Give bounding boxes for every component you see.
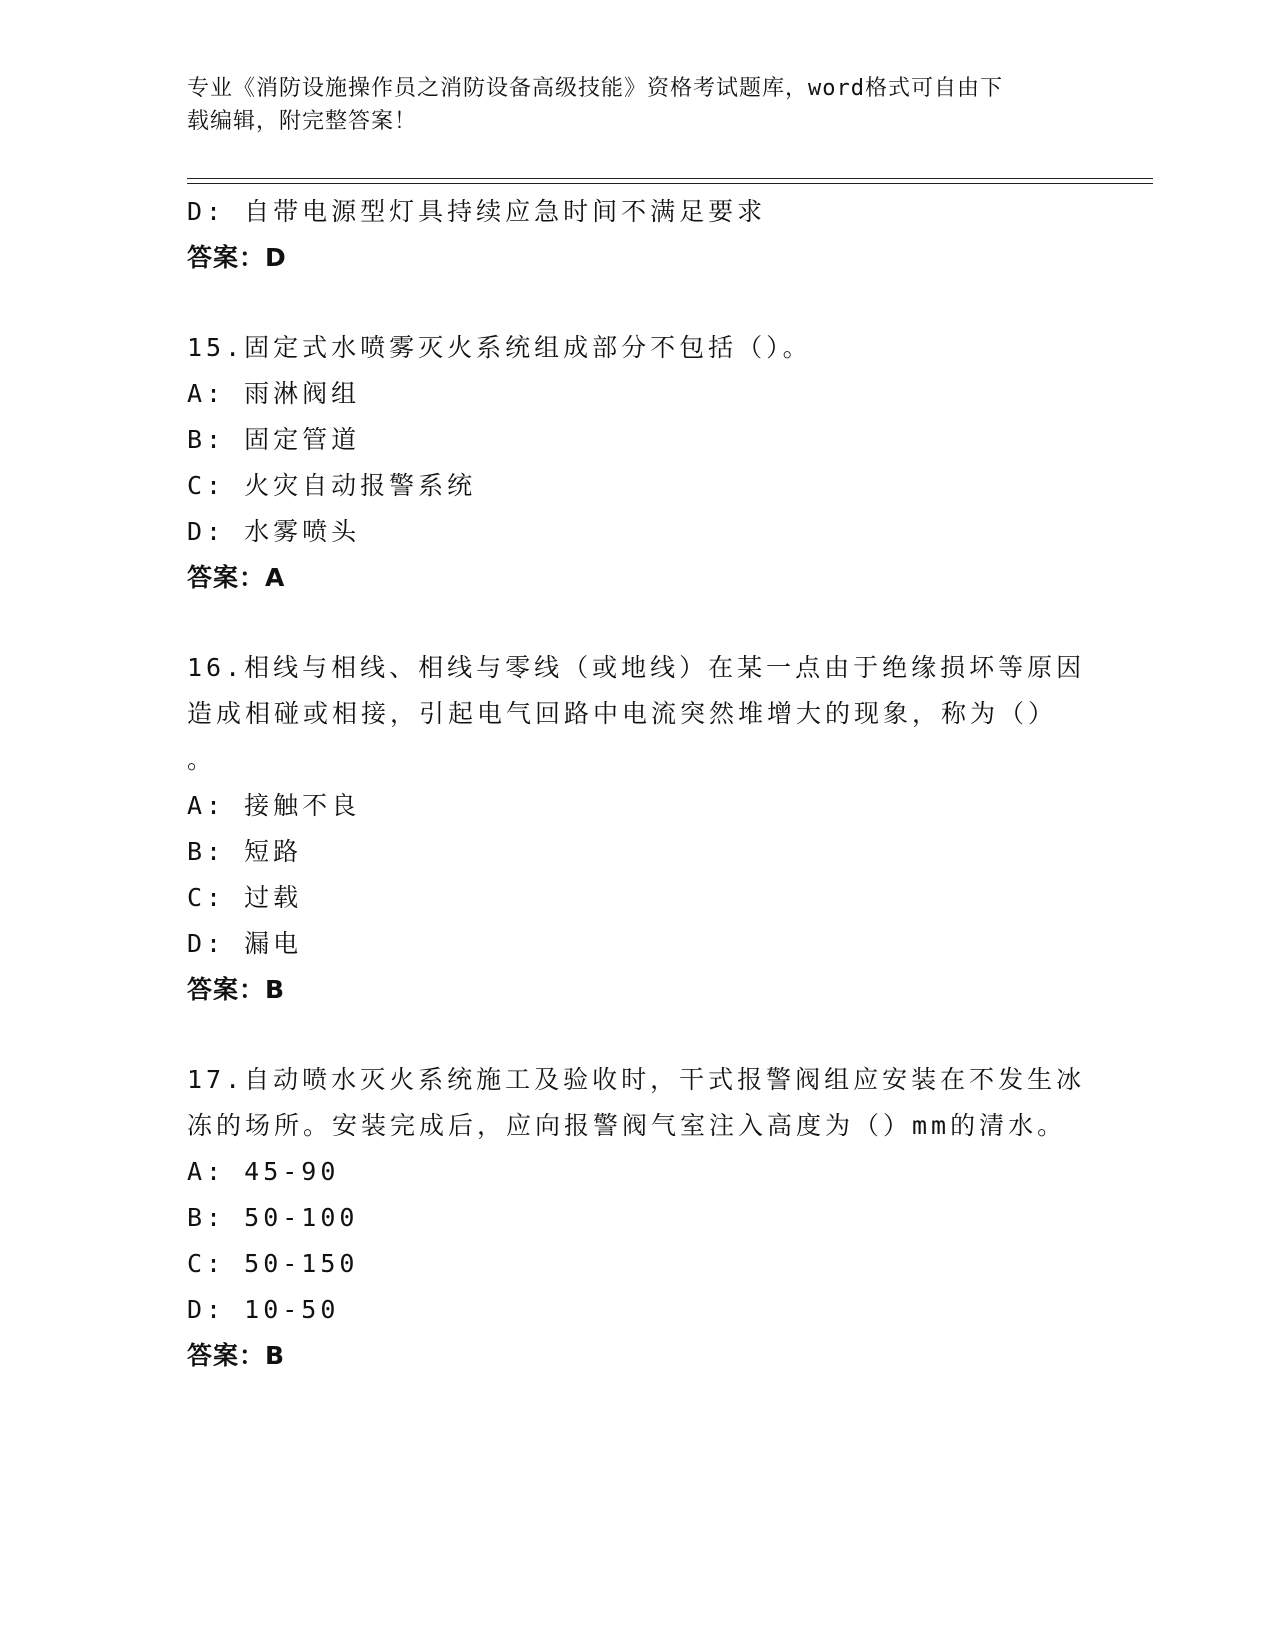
header-line-1: 专业《消防设施操作员之消防设备高级技能》资格考试题库，word格式可自由下 bbox=[187, 76, 1003, 101]
question-text-line-2: 冻的场所。安装完成后，应向报警阀气室注入高度为（）mm的清水。 bbox=[187, 1111, 1067, 1140]
option-d: D: 自带电源型灯具持续应急时间不满足要求 bbox=[187, 197, 767, 226]
option-b: B: 短路 bbox=[187, 837, 303, 866]
answer: 答案：B bbox=[187, 1341, 286, 1370]
header-divider-top bbox=[187, 178, 1153, 179]
question-text-line-2: 造成相碰或相接，引起电气回路中电流突然堆增大的现象，称为（） bbox=[187, 699, 1058, 728]
document-body bbox=[187, 189, 1087, 1379]
header-line-2: 载编辑，附完整答案！ bbox=[187, 109, 418, 134]
option-d: D: 水雾喷头 bbox=[187, 517, 361, 546]
question-17 bbox=[187, 1057, 1087, 1379]
option-c: C: 50-150 bbox=[187, 1249, 359, 1278]
answer: 答案：B bbox=[187, 975, 286, 1004]
question-text-line-3: 。 bbox=[187, 745, 217, 774]
option-c: C: 过载 bbox=[187, 883, 303, 912]
option-d: D: 漏电 bbox=[187, 929, 303, 958]
option-b: B: 50-100 bbox=[187, 1203, 359, 1232]
option-a: A: 雨淋阀组 bbox=[187, 379, 361, 408]
document-header bbox=[187, 72, 1067, 138]
option-d: D: 10-50 bbox=[187, 1295, 340, 1324]
question-text: 15.固定式水喷雾灭火系统组成部分不包括（）。 bbox=[187, 333, 812, 362]
option-a: A: 45-90 bbox=[187, 1157, 340, 1186]
answer: 答案：D bbox=[187, 243, 287, 272]
header-divider-bottom bbox=[187, 183, 1153, 184]
option-a: A: 接触不良 bbox=[187, 791, 361, 820]
question-15 bbox=[187, 325, 1087, 601]
option-b: B: 固定管道 bbox=[187, 425, 361, 454]
question-text-line-1: 17.自动喷水灭火系统施工及验收时，干式报警阀组应安装在不发生冰 bbox=[187, 1065, 1086, 1094]
answer: 答案：A bbox=[187, 563, 286, 592]
option-c: C: 火灾自动报警系统 bbox=[187, 471, 477, 500]
question-text-line-1: 16.相线与相线、相线与零线（或地线）在某一点由于绝缘损坏等原因 bbox=[187, 653, 1086, 682]
question-16 bbox=[187, 645, 1087, 1013]
